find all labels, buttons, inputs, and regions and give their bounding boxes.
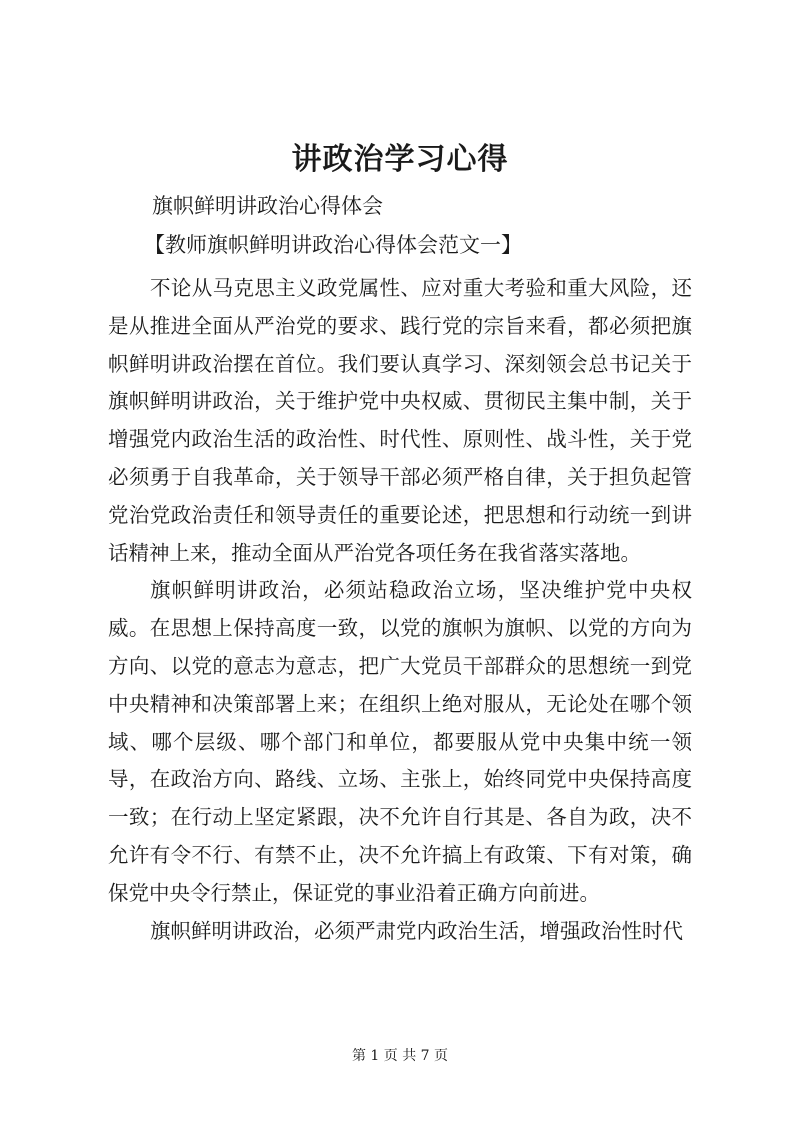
document-body [108, 270, 692, 950]
document-title: 讲政治学习心得 [291, 142, 509, 177]
paragraph: 不论从马克思主义政党属性、应对重大考验和重大风险，还是从推进全面从严治党的要求、践行党的宗旨来看，都必须把旗帜鲜明讲政治摆在首位。我们要认真学习、深刻领会总书记关于旗帜鲜明讲政治，关于维护党中央权威、贯彻民主集中制，关于增强党内政治生活的政治性、时代性、原则性、战斗性，关于党必须勇于自我革命，关于领导干部必须严格自律，关于担负起管党治党政治责任和领导责任的重要论述，把思想和行动统一到讲话精神上来，推动全面从严治党各项任务在我省落实落地。 [108, 276, 692, 565]
page-footer: 第 1 页 共 7 页 [351, 1048, 449, 1064]
section-heading: 【教师旗帜鲜明讲政治心得体会范文一】 [144, 233, 522, 257]
paragraph: 旗帜鲜明讲政治，必须严肃党内政治生活，增强政治性时代 [150, 918, 683, 943]
paragraph: 旗帜鲜明讲政治，必须站稳政治立场，坚决维护党中央权威。在思想上保持高度一致，以党的旗帜为旗帜、以党的方向为方向、以党的意志为意志，把广大党员干部群众的思想统一到党中央精神和决策部署上来；在组织上绝对服从，无论处在哪个领域、哪个层级、哪个部门和单位，都要服从党中央集中统一领导，在政治方向、路线、立场、主张上，始终同党中央保持高度一致；在行动上坚定紧跟，决不允许自行其是、各自为政，决不允许有令不行、有禁不止，决不允许搞上有政策、下有对策，确保党中央令行禁止，保证党的事业沿着正确方向前进。 [108, 578, 692, 905]
document-subtitle: 旗帜鲜明讲政治心得体会 [152, 194, 383, 218]
